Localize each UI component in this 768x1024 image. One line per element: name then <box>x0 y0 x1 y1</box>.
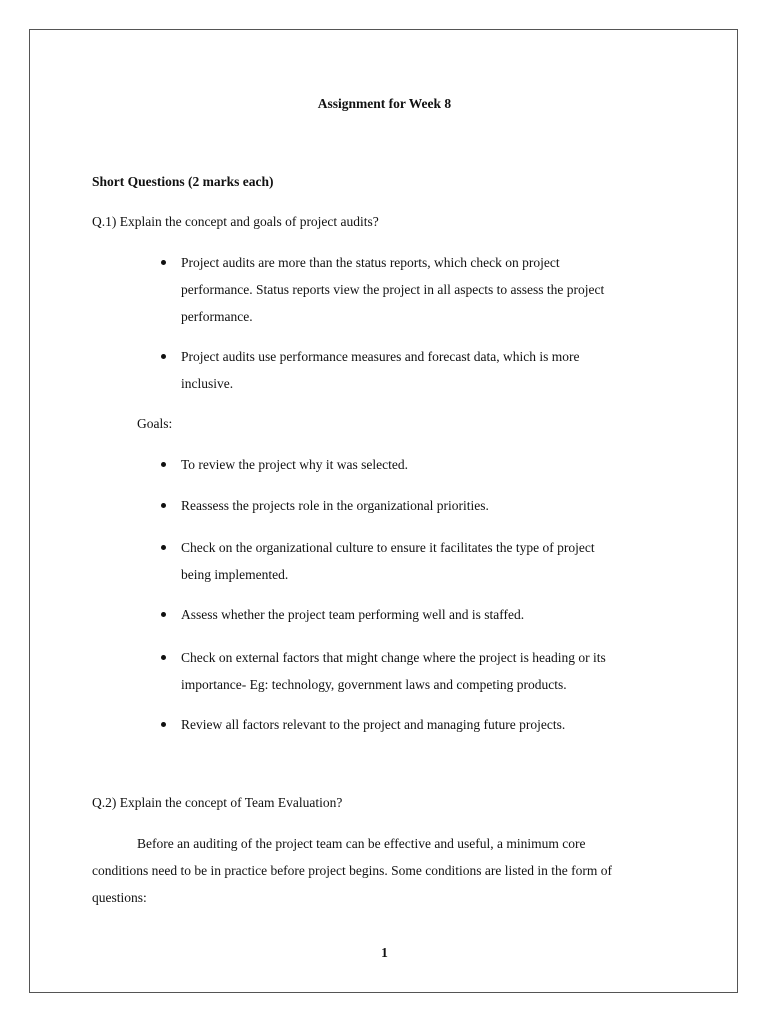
bullet-icon <box>161 612 166 617</box>
q1-bullet-1-line-1: Project audits are more than the status reports, which check on project <box>181 255 560 270</box>
page-number: 1 <box>381 945 388 960</box>
bullet-icon <box>161 722 166 727</box>
goal-4: Assess whether the project team performing well and is staffed. <box>181 607 525 622</box>
bullet-icon <box>161 503 166 508</box>
goal-5-line-2: importance- Eg: technology, government laws and competing products. <box>181 677 567 692</box>
q1-bullet-2-line-1: Project audits use performance measures and forecast data, which is more <box>181 349 580 364</box>
goal-1: To review the project why it was selected. <box>181 457 408 472</box>
bullet-icon <box>161 462 166 467</box>
bullet-icon <box>161 354 166 359</box>
section-heading: Short Questions (2 marks each) <box>92 174 274 189</box>
document-page <box>29 29 738 993</box>
q2-paragraph-line-2: conditions need to be in practice before project begins. Some conditions are listed in the form of <box>92 863 612 878</box>
bullet-icon <box>161 545 166 550</box>
q2-paragraph-line-1: Before an auditing of the project team can be effective and useful, a minimum core <box>137 836 586 851</box>
q1-bullet-1-line-3: performance. <box>181 309 253 324</box>
goal-2: Reassess the projects role in the organizational priorities. <box>181 498 489 513</box>
goals-label: Goals: <box>137 416 173 431</box>
question-2: Q.2) Explain the concept of Team Evaluation? <box>92 795 343 810</box>
q1-bullet-1-line-2: performance. Status reports view the project in all aspects to assess the project <box>181 282 605 297</box>
goal-3-line-2: being implemented. <box>181 567 289 582</box>
q1-bullet-2-line-2: inclusive. <box>181 376 234 391</box>
goal-6: Review all factors relevant to the project and managing future projects. <box>181 717 566 732</box>
goal-5-line-1: Check on external factors that might change where the project is heading or its <box>181 650 606 665</box>
question-1: Q.1) Explain the concept and goals of project audits? <box>92 214 379 229</box>
bullet-icon <box>161 655 166 660</box>
document-title: Assignment for Week 8 <box>317 96 452 111</box>
bullet-icon <box>161 260 166 265</box>
goal-3-line-1: Check on the organizational culture to ensure it facilitates the type of project <box>181 540 595 555</box>
q2-paragraph-line-3: questions: <box>92 890 147 905</box>
